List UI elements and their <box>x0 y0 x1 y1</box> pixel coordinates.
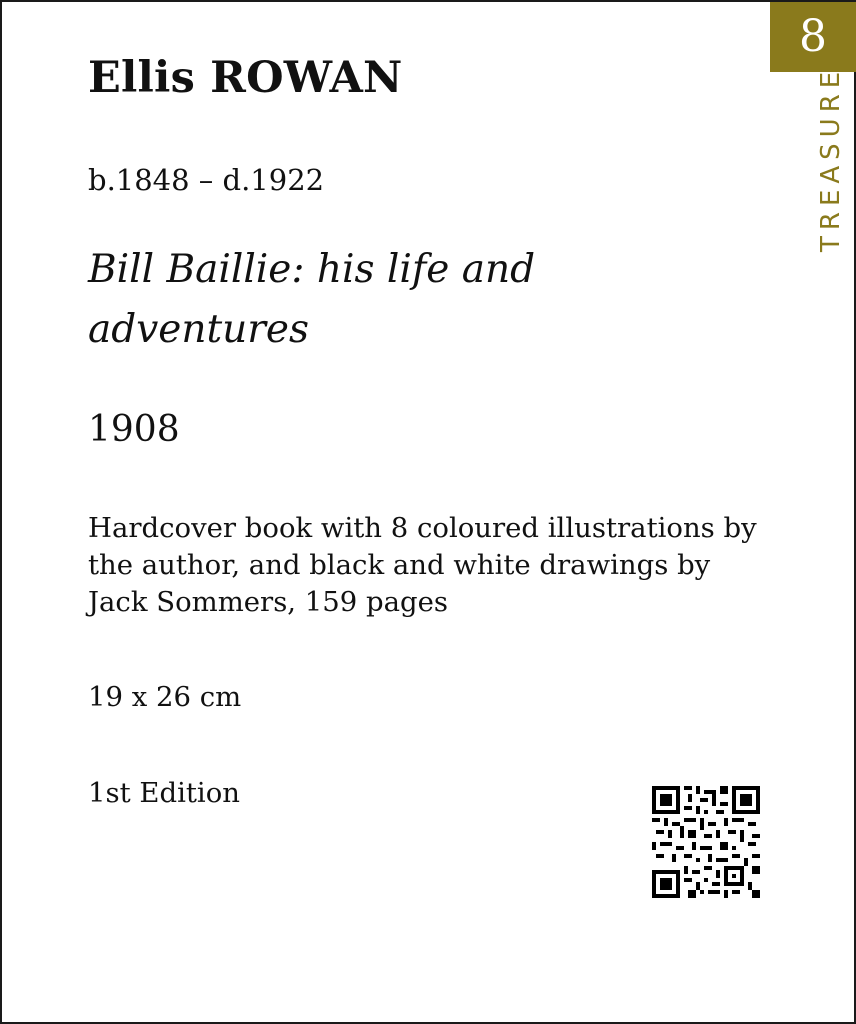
artist-name: Ellis ROWAN <box>88 53 403 103</box>
treasure-number-badge: 8 <box>770 2 856 72</box>
artist-life-dates: b.1848 – d.1922 <box>88 163 325 197</box>
work-title: Bill Baillie: his life and adventures <box>88 247 536 352</box>
work-dimensions: 19 x 26 cm <box>88 681 242 713</box>
work-edition: 1st Edition <box>88 777 240 809</box>
work-year: 1908 <box>88 409 180 450</box>
treasure-series-label: TREASURE <box>816 65 846 252</box>
qr-code-icon[interactable] <box>652 786 760 898</box>
work-description: Hardcover book with 8 coloured illustrations by the author, and black and white drawings by Jack Sommers, 159 pages <box>88 512 757 618</box>
